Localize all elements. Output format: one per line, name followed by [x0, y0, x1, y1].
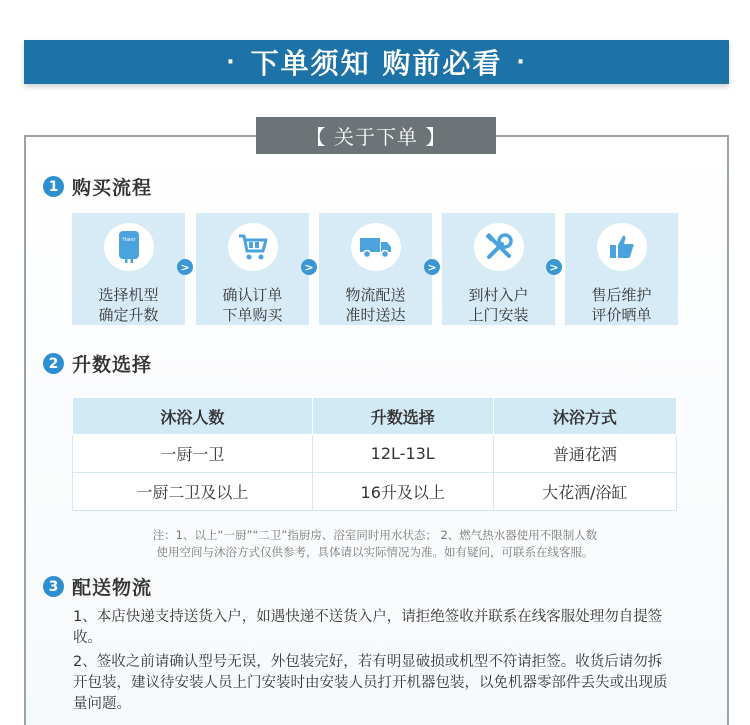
table-note [40, 527, 710, 561]
step-line1: 售后维护 [591, 286, 652, 304]
step-line1: 选择机型 [98, 286, 159, 304]
table-row [73, 435, 677, 473]
table-cell: 一厨一卫 [73, 435, 313, 473]
page-banner [24, 40, 729, 84]
delivery-paragraph-2: 2、签收之前请确认型号无误，外包装完好，若有明显破损或机型不符请拒签。收货后请勿拆开包装，建议待安装人员上门安装时由安装人员打开机器包装，以免机器零部件丢失或出现质量问题。 [73, 654, 668, 712]
step-line2: 评价晒单 [591, 306, 652, 324]
cart-icon [228, 223, 278, 271]
step-line2: 下单购买 [222, 306, 283, 324]
banner-dot-right: · [516, 49, 527, 75]
section-capacity-selection [43, 350, 152, 377]
brand-logo: Haier [121, 237, 136, 243]
table-header: 沐浴人数 [73, 398, 313, 435]
process-steps [72, 213, 678, 325]
table-cell: 大花洒/浴缸 [493, 473, 676, 511]
step-line2: 准时送达 [345, 306, 406, 324]
chevron-right-icon: > [177, 259, 193, 275]
note-line: 使用空间与沐浴方式仅供参考，具体请以实际情况为准。如有疑问，可联系在线客服。 [156, 545, 594, 559]
capacity-table [72, 397, 677, 511]
section-number: 2 [43, 353, 64, 374]
table-cell: 普通花洒 [493, 435, 676, 473]
water-heater-icon [104, 223, 154, 271]
tools-icon [474, 223, 524, 271]
step-line2: 确定升数 [98, 306, 159, 324]
thumbs-up-icon [597, 223, 647, 271]
truck-icon [351, 223, 401, 271]
step-line1: 确认订单 [222, 286, 283, 304]
banner-dot-left: · [226, 49, 237, 75]
banner-title: 下单须知 购前必看 [250, 47, 503, 80]
section-purchase-process [43, 173, 152, 200]
table-header: 沐浴方式 [493, 398, 676, 435]
step-confirm-order [196, 213, 309, 325]
section-title: 购买流程 [72, 177, 153, 199]
note-line: 注：1、以上“一厨”“二卫”指厨房、浴室同时用水状态； 2、燃气热水器使用不限制人数 [152, 528, 598, 542]
step-select-model [72, 213, 185, 325]
section-title: 配送物流 [72, 577, 153, 599]
step-line2: 上门安装 [468, 306, 529, 324]
chevron-right-icon: > [546, 259, 562, 275]
table-row [73, 473, 677, 511]
table-cell: 16升及以上 [312, 473, 493, 511]
section-number: 3 [43, 576, 64, 597]
section-title: 升数选择 [72, 354, 153, 376]
section-tag: 【 关于下单 】 [256, 117, 496, 154]
table-cell: 12L-13L [312, 435, 493, 473]
table-header: 升数选择 [312, 398, 493, 435]
section-delivery [43, 573, 152, 600]
section-number: 1 [43, 176, 64, 197]
step-line1: 物流配送 [345, 286, 406, 304]
step-after-sales [565, 213, 678, 325]
table-cell: 一厨二卫及以上 [73, 473, 313, 511]
table-header-row [73, 398, 677, 435]
delivery-paragraph-1: 1、本店快递支持送货入户，如遇快递不送货入户，请拒绝签收并联系在线客服处理勿自提签收。 [73, 609, 663, 646]
chevron-right-icon: > [424, 259, 440, 275]
step-installation [442, 213, 555, 325]
step-line1: 到村入户 [468, 286, 529, 304]
chevron-right-icon: > [301, 259, 317, 275]
step-logistics [319, 213, 432, 325]
